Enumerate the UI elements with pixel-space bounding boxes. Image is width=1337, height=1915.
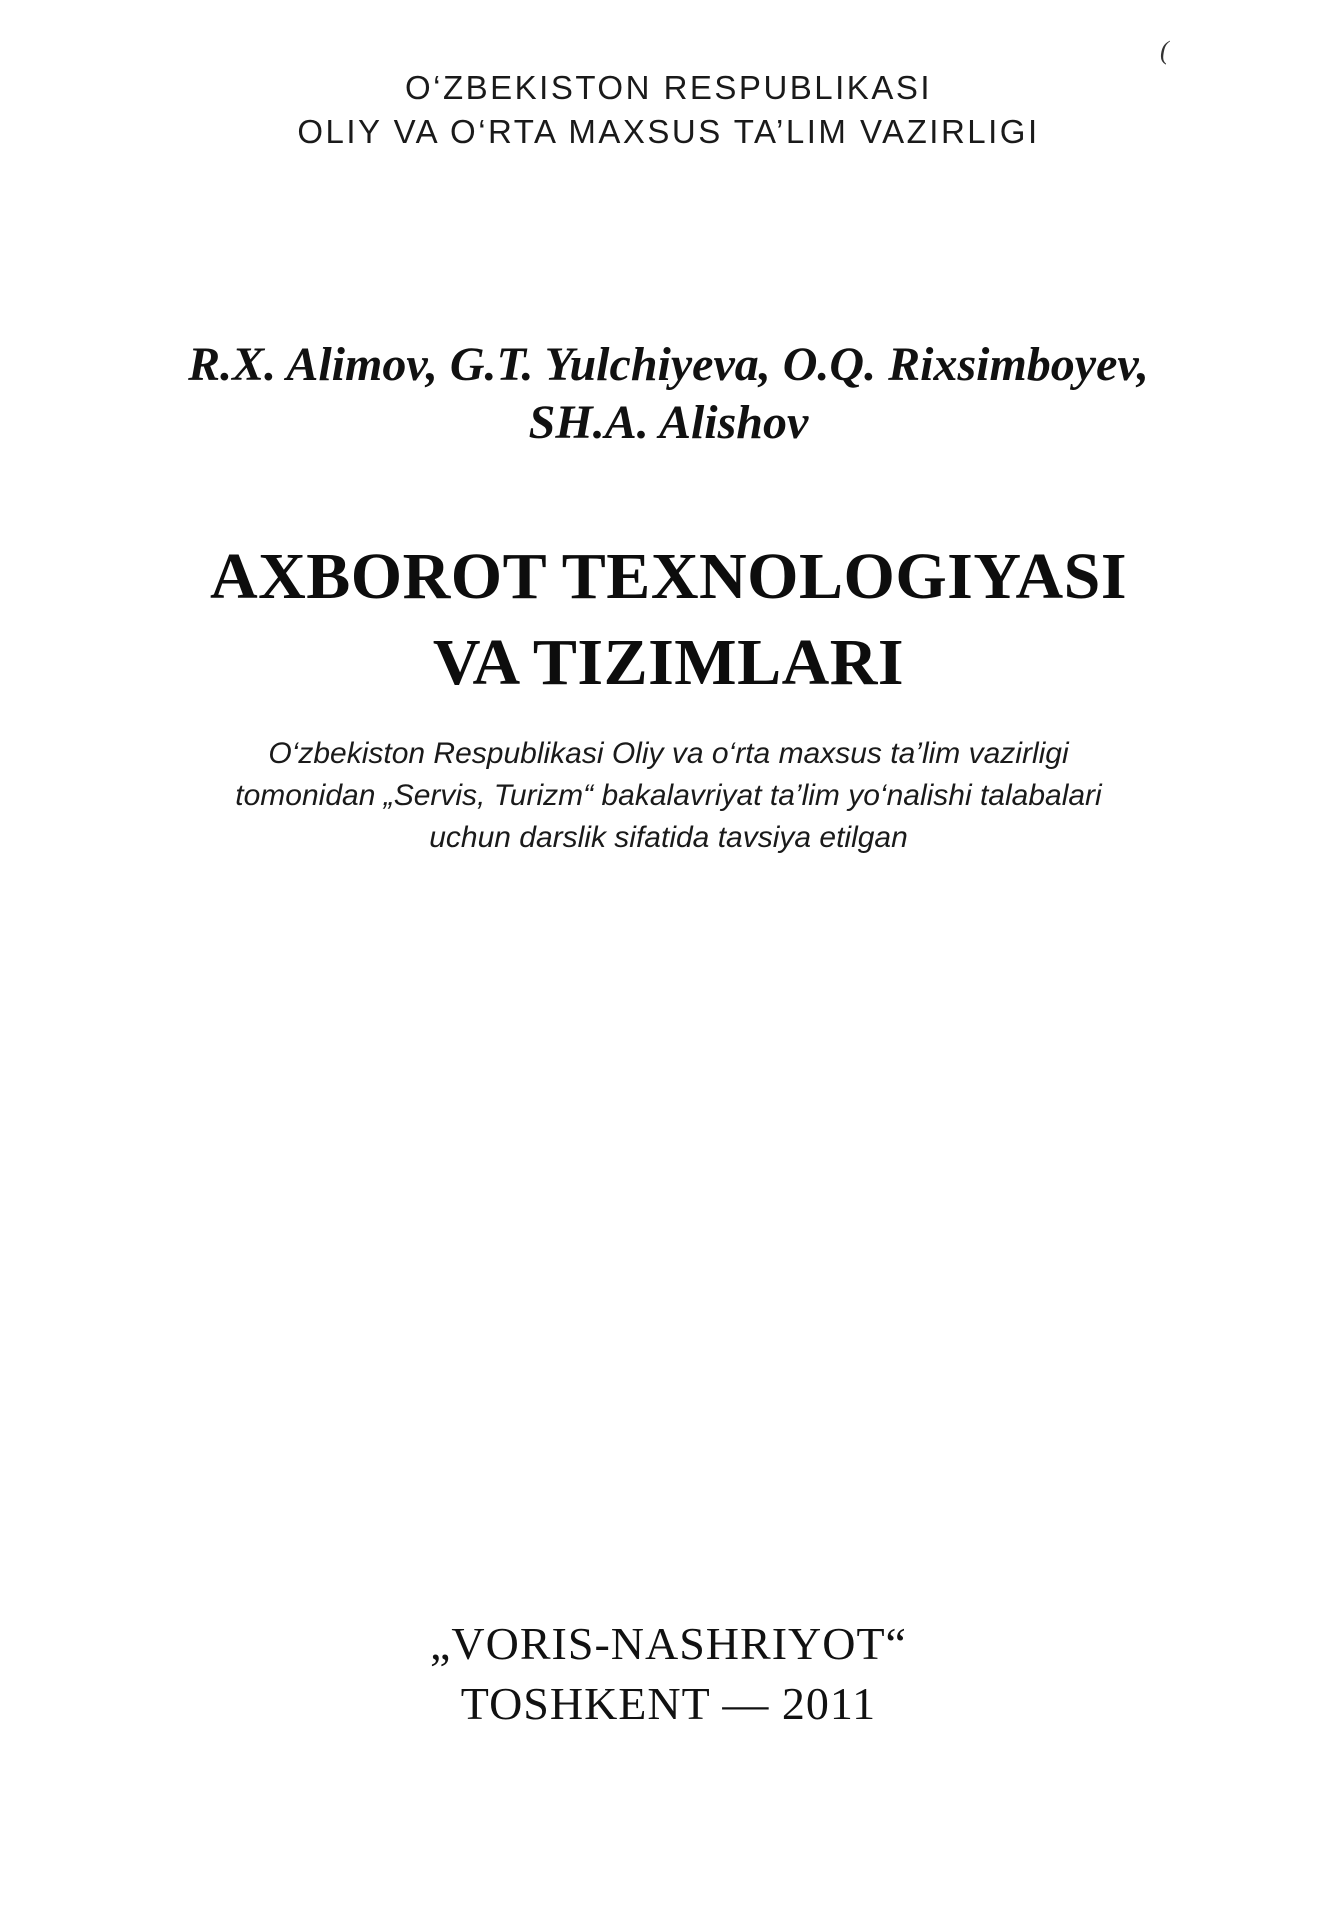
book-title-line-2: VA TIZIMLARI	[432, 626, 905, 699]
authors-line-1: R.X. Alimov, G.T. Yulchiyeva, O.Q. Rixsimboyev,	[188, 338, 1149, 391]
authors-line-2: SH.A. Alishov	[528, 396, 809, 449]
ministry-header	[0, 66, 1337, 154]
publisher-city-year: TOSHKENT — 2011	[460, 1678, 877, 1729]
recommendation-line-1: O‘zbekiston Respublikasi Oliy va o‘rta maxsus ta’lim vazirligi	[268, 737, 1069, 770]
publisher-name: „VORIS-NASHRIYOT“	[430, 1618, 907, 1669]
recommendation-line-3: uchun darslik sifatida tavsiya etilgan	[429, 821, 908, 854]
book-title-line-1: AXBOROT TEXNOLOGIYASI	[209, 540, 1128, 613]
stray-mark: (	[1160, 36, 1169, 65]
book-title	[0, 534, 1337, 706]
authors	[0, 336, 1337, 452]
ministry-line-2: OLIY VA O‘RTA MAXSUS TA’LIM VAZIRLIGI	[297, 113, 1040, 150]
publisher-block	[0, 1614, 1337, 1734]
recommendation-line-2: tomonidan „Servis, Turizm“ bakalavriyat ta’lim yo‘nalishi talabalari	[235, 779, 1102, 812]
recommendation-note	[0, 733, 1337, 859]
ministry-line-1: O‘ZBEKISTON RESPUBLIKASI	[404, 69, 933, 106]
